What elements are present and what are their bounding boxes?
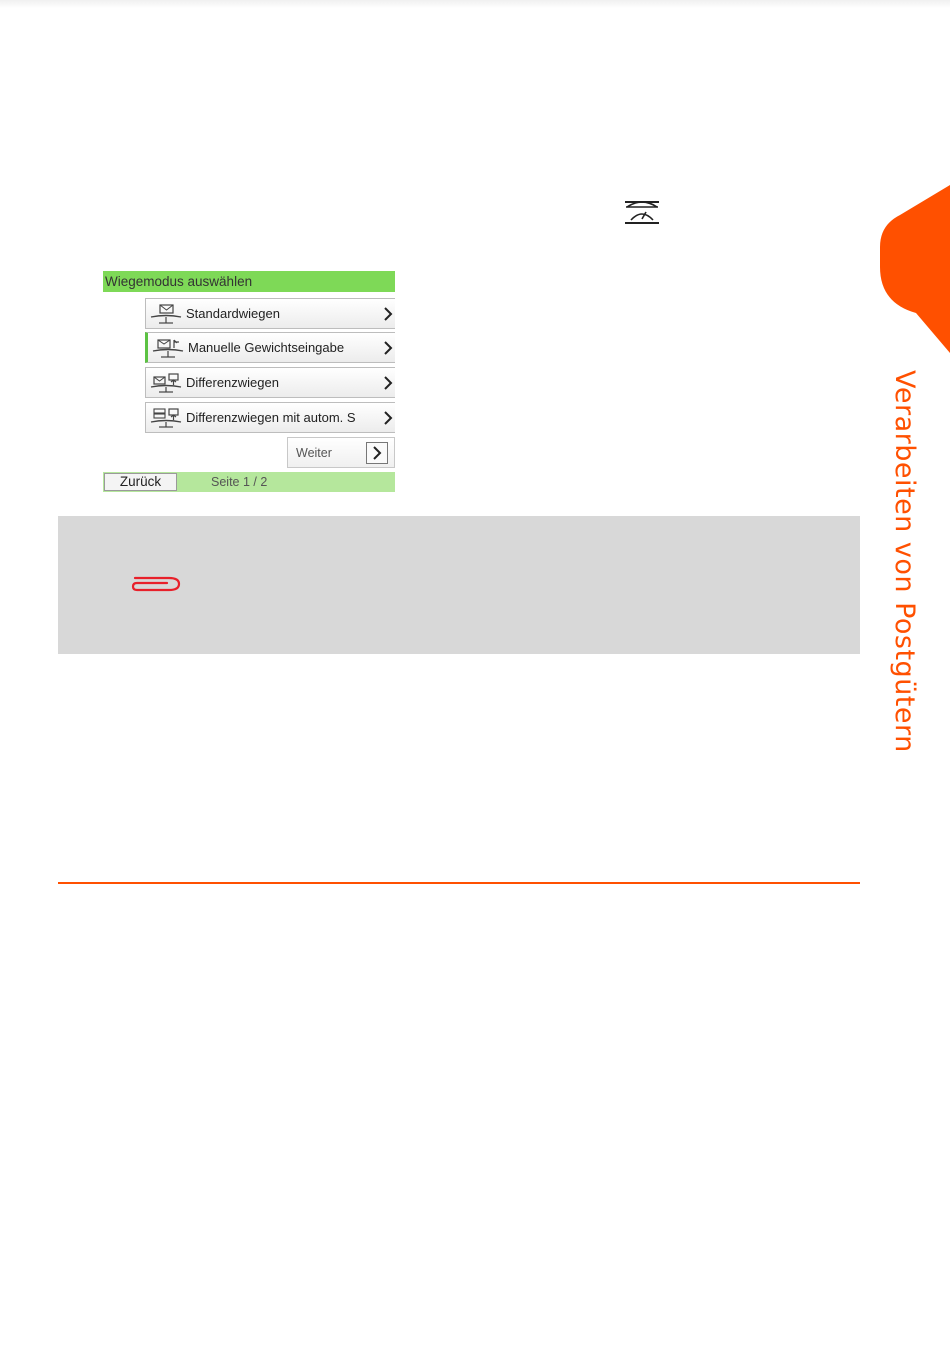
menu-item-label: Standardwiegen: [186, 306, 280, 321]
menu-item-differenzwiegen[interactable]: [145, 367, 395, 398]
chevron-right-icon: [380, 373, 395, 393]
menu-item-label: Manuelle Gewichtseingabe: [188, 340, 345, 355]
chevron-right-icon: [380, 408, 395, 428]
menu-item-label: Differenzwiegen: [186, 375, 279, 390]
next-button[interactable]: [287, 437, 395, 468]
chevron-right-icon: [380, 338, 395, 358]
screen-title: Wiegemodus auswählen: [103, 271, 395, 292]
chevron-right-icon: [366, 442, 388, 464]
chapter-title: Verarbeiten von Postgütern: [889, 370, 920, 753]
scale-key-icon: [622, 198, 662, 228]
next-button-label: Weiter: [296, 445, 332, 460]
menu-item-differenzwiegen-autom[interactable]: [145, 402, 395, 433]
menu-item-manuelle-gewichtseingabe[interactable]: [145, 332, 395, 363]
device-screen: [103, 271, 395, 492]
differential-weigh-icon: [146, 371, 186, 395]
screen-footer: [103, 472, 395, 492]
menu-item-label: Differenzwiegen mit autom. S: [186, 410, 356, 425]
chevron-right-icon: [380, 304, 395, 324]
note-box: [58, 516, 860, 654]
scale-envelope-icon: [146, 302, 186, 326]
page-indicator: Seite 1 / 2: [211, 475, 268, 489]
paperclip-note-icon: [131, 572, 183, 596]
manual-weight-icon: [148, 336, 188, 360]
section-divider: [58, 882, 860, 884]
back-button[interactable]: Zurück: [104, 473, 177, 491]
chapter-tab: [878, 185, 950, 353]
auto-differential-weigh-icon: [146, 406, 186, 430]
page-top-edge: [0, 0, 950, 8]
menu-item-standardwiegen[interactable]: [145, 298, 395, 329]
